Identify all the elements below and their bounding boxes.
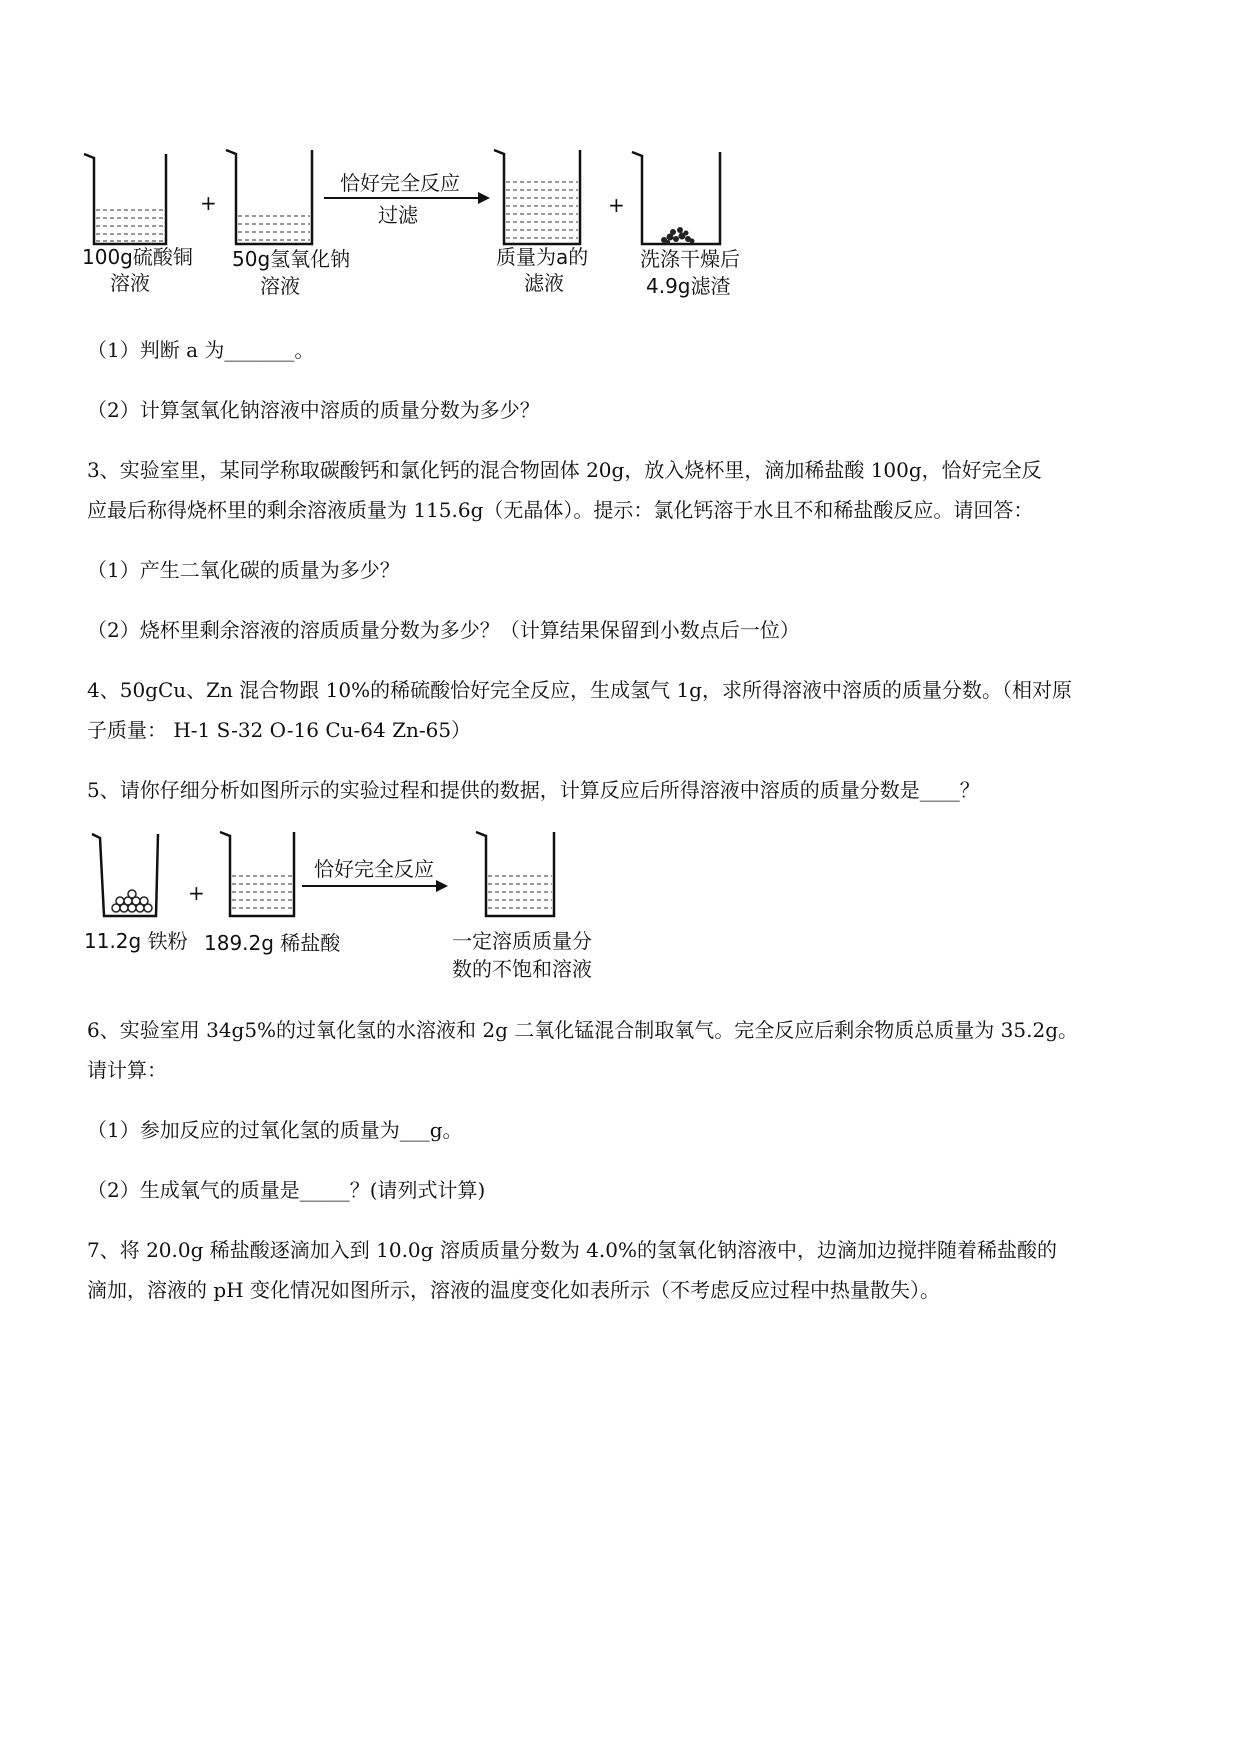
q6-line2: 请计算： (87, 1058, 167, 1082)
beaker1-label-line2: 溶液 (110, 271, 150, 295)
fig2-beaker1-label: 11.2g 铁粉 (84, 929, 188, 953)
beaker-hydrochloric-acid (220, 832, 294, 916)
q3-line1: 3、实验室里，某同学称取碳酸钙和氯化钙的混合物固体 20g，放入烧杯里，滴加稀盐酸 100g，恰好完全反 (87, 458, 1042, 482)
fig2-arrow-label: 恰好完全反应 (314, 857, 434, 881)
iron-powder-icon (112, 890, 152, 912)
reaction-diagram-2 (80, 820, 660, 990)
beaker2-label-line2: 溶液 (260, 274, 300, 298)
beaker-residue (632, 152, 720, 244)
beaker-filtrate (494, 150, 580, 244)
q3-sub2: （2）烧杯里剩余溶液的溶质质量分数为多少？（计算结果保留到小数点后一位） (87, 618, 800, 642)
beaker4-label-line2: 4.9g滤渣 (646, 274, 731, 298)
beaker-copper-sulfate (84, 154, 166, 244)
beaker3-label-line1: 质量为a的 (496, 245, 589, 269)
q2-sub2: （2）计算氢氧化钠溶液中溶质的质量分数为多少？ (87, 398, 540, 422)
beaker1-label-line1: 100g硫酸铜 (82, 245, 193, 269)
reaction-diagram-1 (80, 140, 800, 310)
plus-sign: + (200, 191, 217, 215)
q6-line1: 6、实验室用 34g5%的过氧化氢的水溶液和 2g 二氧化锰混合制取氧气。完全反应后剩余物质总质量为 35.2g。 (87, 1018, 1078, 1042)
plus-sign: + (188, 881, 205, 905)
arrow-label-bottom: 过滤 (378, 203, 418, 227)
q5-line: 5、请你仔细分析如图所示的实验过程和提供的数据，计算反应后所得溶液中溶质的质量分数是____？ (87, 778, 980, 802)
fig2-beaker3-label-line1: 一定溶质质量分 (452, 929, 592, 953)
q7-line2: 滴加，溶液的 pH 变化情况如图所示，溶液的温度变化如表所示（不考虑反应过程中热量散失）。 (87, 1278, 940, 1302)
precipitate-icon (661, 227, 695, 244)
reaction-arrow (302, 880, 448, 892)
beaker-iron-powder (92, 834, 158, 916)
q4-line1: 4、50gCu、Zn 混合物跟 10%的稀硫酸恰好完全反应，生成氢气 1g，求所得溶液中溶质的质量分数。（相对原 (87, 678, 1072, 702)
q6-sub1: （1）参加反应的过氧化氢的质量为___g。 (87, 1118, 463, 1142)
beaker-unsaturated-solution (476, 832, 554, 916)
arrow-label-top: 恰好完全反应 (340, 171, 460, 195)
beaker4-label-line1: 洗涤干燥后 (640, 247, 740, 271)
q3-line2: 应最后称得烧杯里的剩余溶液质量为 115.6g（无晶体）。提示：氯化钙溶于水且不和稀盐酸反应。请回答： (87, 498, 1034, 522)
q2-sub1: （1）判断 a 为_______。 (87, 338, 315, 362)
beaker3-label-line2: 滤液 (524, 271, 564, 295)
q3-sub1: （1）产生二氧化碳的质量为多少？ (87, 558, 400, 582)
fig2-beaker2-label: 189.2g 稀盐酸 (204, 931, 341, 955)
plus-sign: + (608, 193, 625, 217)
beaker-sodium-hydroxide (226, 150, 312, 244)
beaker2-label-line1: 50g氢氧化钠 (232, 247, 351, 271)
q7-line1: 7、将 20.0g 稀盐酸逐滴加入到 10.0g 溶质质量分数为 4.0%的氢氧化钠溶液中，边滴加边搅拌随着稀盐酸的 (87, 1238, 1057, 1262)
q6-sub2: （2）生成氧气的质量是_____？(请列式计算) (87, 1178, 486, 1202)
q4-line2: 子质量： H-1 S-32 O-16 Cu-64 Zn-65） (87, 718, 472, 742)
fig2-beaker3-label-line2: 数的不饱和溶液 (452, 957, 592, 981)
